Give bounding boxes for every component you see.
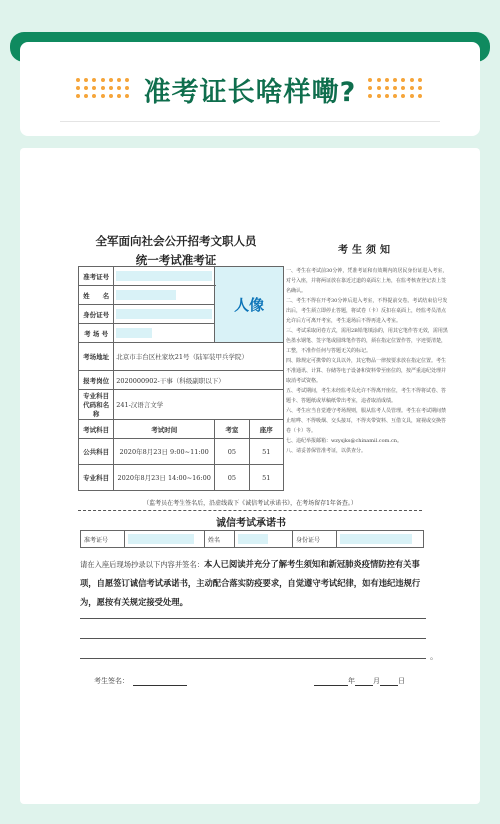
list-item: 八、请妥善保管准考证，以供查分。 [286, 448, 367, 454]
day-label: 日 [398, 677, 405, 685]
ticket-title-line2: 统一考试准考证 [135, 253, 217, 267]
signature-field [94, 676, 191, 686]
table-row-subject: 公共科目 [79, 439, 114, 465]
pledge-id-no-value [337, 531, 424, 548]
table-row-seat: 51 [249, 465, 283, 491]
ticket-no-label: 准考证号 [79, 267, 114, 286]
seat-no-value [114, 324, 215, 343]
signature-line [133, 678, 187, 686]
year-line [314, 678, 348, 686]
seat-header: 座序 [249, 420, 283, 439]
write-line [80, 618, 426, 619]
right-dots-decoration [368, 78, 424, 100]
pledge-ticket-no-value [125, 531, 205, 548]
position-value: 2020000902-干事（科级副职以下） [114, 371, 284, 390]
month-label: 月 [373, 677, 380, 685]
page-title: 准考证长啥样嘞? [143, 76, 357, 108]
list-item: 六、考生应当自觉遵守考场规则，服从监考人员管理。考生在考试期间禁止喧哗、不得吸烟、交头接耳，不得夹带资料、互借文具，窥视或交换答卷（卡）等。 [286, 408, 447, 434]
venue-addr-label: 考场地址 [79, 343, 114, 371]
list-item: 三、考试采取闭卷方式，需用2B铅笔填涂的，用其它笔作答无效，需用黑色墨水钢笔、签字笔或圆珠笔作答的，须在指定位置作答，字迹要清楚，工整，不准作任何与答题无关的标记。 [286, 328, 448, 354]
cut-instruction: （监考员在考生签名后，沿虚线裁下《诚信考试承诺书》，在考场留存1年备查。） [143, 500, 357, 507]
photo-placeholder: 人像 [215, 267, 284, 343]
day-line [380, 678, 398, 686]
write-line [80, 658, 426, 659]
table-row-seat: 51 [249, 439, 283, 465]
cut-line [78, 510, 422, 511]
subject-value: 241-汉语言文学 [114, 390, 284, 420]
pledge-name-value [235, 531, 293, 548]
date-field [314, 676, 405, 686]
banner-divider [60, 121, 440, 122]
ticket-no-value [114, 267, 215, 286]
venue-addr-value: 北京市丰台区杜家坎21号（陆军装甲兵学院） [114, 343, 284, 371]
pledge-info-table [80, 530, 424, 548]
month-line [355, 678, 373, 686]
id-no-label: 身份证号 [79, 305, 114, 324]
left-dots-decoration [76, 78, 132, 100]
position-label: 报考岗位 [79, 371, 114, 390]
list-item: 一、考生在考试前30分钟，凭准考证和有效期内的居民身份证进入考室，对号入座，并将两证放在靠近过道的桌面左上角，在监考核查登记表上签名确认。 [286, 268, 448, 294]
pledge-statement: 本人已阅读并充分了解考生须知和新冠肺炎疫情防控有关事项，自愿签订诚信考试承诺书，主动配合落实防疫要求，自觉遵守考试纪律，如有违纪违规行为，愿按有关规定接受处理。 [80, 559, 421, 607]
exam-subject-header: 考试科目 [79, 420, 114, 439]
header-banner [20, 42, 480, 136]
ticket-title [76, 232, 276, 270]
seat-no-label: 考 场 号 [79, 324, 114, 343]
list-item: 二、考生不得在开考30分钟后进入考室，不得提前交卷。考试结束信号发出后，考生须立即停止答题，将试卷（卡）反扣在桌面上，经监考员清点允许后方可离开考室，考生退场后不得再进入考室。 [286, 298, 448, 324]
subject-label: 专业科目代码和名称 [79, 390, 114, 420]
pledge-name-label: 姓名 [205, 531, 235, 548]
list-item: 四、除规定可携带的文具以外，其它物品一律按要求放在指定位置。考生不准通讯、计算、存储等电子设备和资料带至座位的，按严重违纪处理并取消考试资格。 [286, 358, 447, 384]
name-label: 姓 名 [79, 286, 114, 305]
table-row-time: 2020年8月23日 14:00~16:00 [114, 465, 215, 491]
write-line-end-mark: 。 [430, 652, 438, 661]
table-row-time: 2020年8月23日 9:00~11:00 [114, 439, 215, 465]
pledge-id-no-label: 身份证号 [293, 531, 337, 548]
table-row-subject: 专业科目 [79, 465, 114, 491]
pledge-ticket-no-label: 准考证号 [81, 531, 125, 548]
write-line [80, 638, 426, 639]
table-row-room: 05 [215, 465, 249, 491]
id-no-value [114, 305, 215, 324]
ticket-table [78, 266, 284, 491]
name-value [114, 286, 215, 305]
list-item: 五、考试期间，考生未经监考员允许不得离开座位，考生不得将试卷、答题卡、答题纸或草稿纸带出考室，违者取消成绩。 [286, 388, 447, 404]
year-label: 年 [348, 677, 355, 685]
signature-label: 考生签名： [94, 677, 129, 685]
pledge-title: 诚信考试承诺书 [216, 518, 286, 529]
ticket-title-line1: 全军面向社会公开招考文职人员 [95, 234, 257, 248]
room-header: 考室 [215, 420, 249, 439]
exam-time-header: 考试时间 [114, 420, 215, 439]
pledge-text [80, 555, 430, 612]
notice-title: 考生须知 [338, 245, 394, 256]
notice-list [286, 266, 448, 456]
admission-ticket-document [20, 148, 480, 804]
list-item: 七、违纪举报邮箱：wzysjks@chinamil.com.cn。 [286, 438, 402, 444]
pledge-lead: 请在入座后现场抄录以下内容并签名： [80, 560, 205, 569]
table-row-room: 05 [215, 439, 249, 465]
